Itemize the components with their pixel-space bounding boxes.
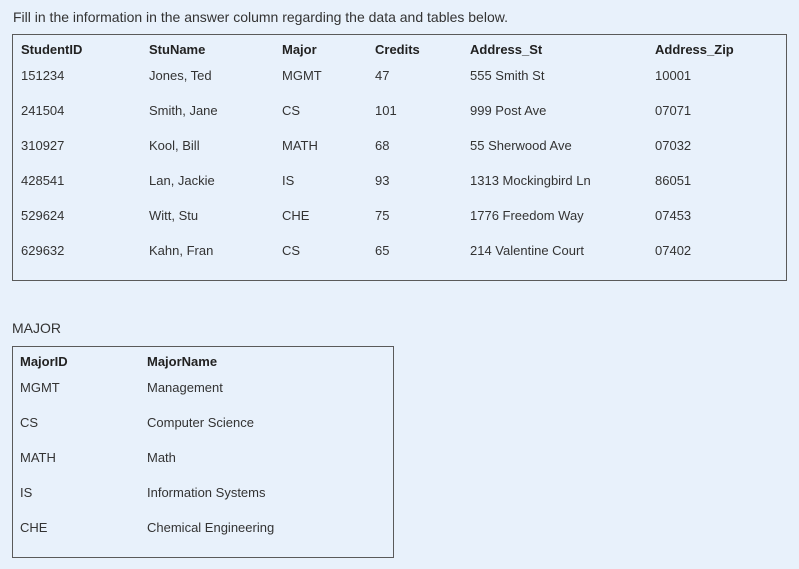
cell-majorid: CHE [20, 520, 48, 535]
cell-address-st: 55 Sherwood Ave [470, 138, 572, 153]
column-header-majorname: MajorName [147, 353, 218, 369]
cell-credits: 101 [375, 103, 397, 118]
column-header-credits: Credits [375, 41, 420, 57]
cell-address-st: 555 Smith St [470, 68, 545, 83]
table-row [20, 475, 377, 510]
cell-majorname: Information Systems [147, 485, 266, 500]
cell-stuname: Lan, Jackie [149, 173, 215, 188]
cell-major: CS [282, 103, 301, 118]
table-header-row [20, 352, 377, 370]
table-row [20, 370, 377, 405]
cell-credits: 47 [375, 68, 390, 83]
column-header-stuname: StuName [149, 41, 206, 57]
cell-studentid: 241504 [21, 103, 65, 118]
cell-address-zip: 07453 [655, 208, 692, 223]
cell-address-zip: 07032 [655, 138, 692, 153]
cell-studentid: 310927 [21, 138, 65, 153]
column-header-major: Major [282, 41, 317, 57]
cell-majorid: CS [20, 415, 39, 430]
cell-majorname: Math [147, 450, 176, 465]
table-row [21, 58, 775, 93]
cell-studentid: 629632 [21, 243, 65, 258]
table-row [21, 198, 775, 233]
students-table-container [12, 34, 787, 281]
table-row [20, 405, 377, 440]
cell-major: CS [282, 243, 301, 258]
cell-major: MATH [282, 138, 318, 153]
cell-address-zip: 86051 [655, 173, 692, 188]
cell-address-st: 1776 Freedom Way [470, 208, 584, 223]
students-table [21, 40, 775, 268]
cell-major: MGMT [282, 68, 322, 83]
cell-major: IS [282, 173, 295, 188]
cell-credits: 65 [375, 243, 390, 258]
table-row [21, 233, 775, 268]
cell-majorname: Chemical Engineering [147, 520, 275, 535]
table-row [21, 128, 775, 163]
cell-studentid: 151234 [21, 68, 65, 83]
column-header-majorid: MajorID [20, 353, 68, 369]
cell-majorid: MATH [20, 450, 56, 465]
cell-address-zip: 07402 [655, 243, 692, 258]
cell-address-st: 1313 Mockingbird Ln [470, 173, 591, 188]
column-header-studentid: StudentID [21, 41, 83, 57]
table-header-row [21, 40, 775, 58]
cell-studentid: 529624 [21, 208, 65, 223]
cell-address-st: 999 Post Ave [470, 103, 547, 118]
cell-majorid: MGMT [20, 380, 60, 395]
cell-stuname: Smith, Jane [149, 103, 218, 118]
table-row [21, 93, 775, 128]
cell-major: CHE [282, 208, 310, 223]
major-table [20, 352, 377, 545]
cell-studentid: 428541 [21, 173, 65, 188]
major-table-title: MAJOR [12, 320, 61, 336]
cell-stuname: Kahn, Fran [149, 243, 214, 258]
table-row [21, 163, 775, 198]
cell-address-zip: 07071 [655, 103, 692, 118]
column-header-address-zip: Address_Zip [655, 41, 734, 57]
table-row [20, 510, 377, 545]
cell-stuname: Jones, Ted [149, 68, 212, 83]
cell-majorname: Computer Science [147, 415, 254, 430]
column-header-address-st: Address_St [470, 41, 543, 57]
cell-credits: 93 [375, 173, 390, 188]
cell-majorname: Management [147, 380, 223, 395]
cell-address-zip: 10001 [655, 68, 692, 83]
instructions-text: Fill in the information in the answer column regarding the data and tables below. [13, 9, 508, 25]
cell-majorid: IS [20, 485, 33, 500]
major-table-container [12, 346, 394, 558]
cell-credits: 68 [375, 138, 390, 153]
cell-credits: 75 [375, 208, 390, 223]
table-row [20, 440, 377, 475]
cell-stuname: Witt, Stu [149, 208, 199, 223]
cell-stuname: Kool, Bill [149, 138, 200, 153]
cell-address-st: 214 Valentine Court [470, 243, 584, 258]
